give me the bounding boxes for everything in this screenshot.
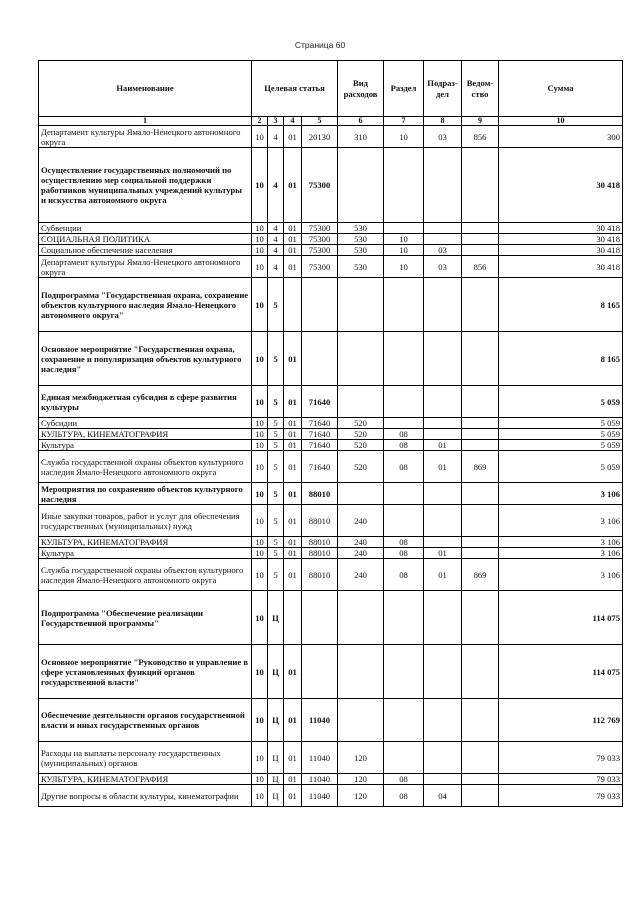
expense-type: 240: [338, 548, 384, 559]
target-event: 01: [284, 645, 302, 699]
table-row: [39, 440, 623, 451]
target-subprogram: Ц: [268, 742, 284, 774]
department: 869: [462, 559, 499, 591]
row-name: Иные закупки товаров, работ и услуг для обеспечения государственных (муниципальных) нужд: [39, 505, 252, 537]
amount: 30 418: [499, 223, 623, 234]
column-number: 8: [424, 117, 462, 126]
target-code: 71640: [302, 440, 338, 451]
row-name: Служба государственной охраны объектов культурного наследия Ямало-Ненецкого автономного округа: [39, 559, 252, 591]
row-name: Социальное обеспечение населения: [39, 245, 252, 256]
expense-type: [338, 386, 384, 418]
amount: 5 059: [499, 440, 623, 451]
subsection: [424, 386, 462, 418]
target-code: 75300: [302, 148, 338, 223]
target-program: 10: [252, 559, 268, 591]
target-subprogram: 5: [268, 483, 284, 505]
target-subprogram: 4: [268, 234, 284, 245]
target-event: 01: [284, 332, 302, 386]
header-subsection: Подраз-дел: [424, 61, 462, 117]
row-name: КУЛЬТУРА, КИНЕМАТОГРАФИЯ: [39, 537, 252, 548]
target-subprogram: 5: [268, 278, 284, 332]
target-event: 01: [284, 537, 302, 548]
table-row: [39, 537, 623, 548]
expense-type: [338, 645, 384, 699]
expense-type: 530: [338, 234, 384, 245]
target-code: 20130: [302, 126, 338, 148]
target-code: 71640: [302, 451, 338, 483]
target-code: 71640: [302, 418, 338, 429]
row-name: КУЛЬТУРА, КИНЕМАТОГРАФИЯ: [39, 774, 252, 785]
department: [462, 234, 499, 245]
target-program: 10: [252, 245, 268, 256]
target-event: 01: [284, 774, 302, 785]
expense-type: [338, 483, 384, 505]
expense-type: 520: [338, 440, 384, 451]
table-row: [39, 451, 623, 483]
amount: 8 165: [499, 332, 623, 386]
expense-type: 120: [338, 774, 384, 785]
column-number: 2: [252, 117, 268, 126]
subsection: [424, 537, 462, 548]
target-code: [302, 645, 338, 699]
subsection: [424, 429, 462, 440]
column-number: 10: [499, 117, 623, 126]
target-program: 10: [252, 278, 268, 332]
section: [384, 223, 424, 234]
amount: 30 418: [499, 234, 623, 245]
amount: 79 033: [499, 785, 623, 807]
column-number: 3: [268, 117, 284, 126]
expense-type: 530: [338, 245, 384, 256]
target-code: [302, 591, 338, 645]
section: 08: [384, 774, 424, 785]
expense-type: [338, 148, 384, 223]
target-event: [284, 591, 302, 645]
expense-type: 120: [338, 785, 384, 807]
department: [462, 548, 499, 559]
row-name: СОЦИАЛЬНАЯ ПОЛИТИКА: [39, 234, 252, 245]
target-program: 10: [252, 774, 268, 785]
table-row: [39, 256, 623, 278]
subsection: 03: [424, 256, 462, 278]
subsection: [424, 591, 462, 645]
section: [384, 699, 424, 742]
row-name: Департамент культуры Ямало-Ненецкого автономного округа: [39, 126, 252, 148]
row-name: Основное мероприятие "Государственная охрана, сохранение и популяризация объектов культурного наследия": [39, 332, 252, 386]
subsection: 01: [424, 559, 462, 591]
column-number: 6: [338, 117, 384, 126]
target-subprogram: Ц: [268, 645, 284, 699]
column-number-row: [39, 117, 623, 126]
table-row: [39, 418, 623, 429]
amount: 5 059: [499, 386, 623, 418]
section: [384, 742, 424, 774]
target-event: 01: [284, 483, 302, 505]
target-program: 10: [252, 591, 268, 645]
table-row: [39, 591, 623, 645]
target-program: 10: [252, 429, 268, 440]
header-row: [39, 61, 623, 117]
target-program: 10: [252, 699, 268, 742]
subsection: [424, 332, 462, 386]
amount: 3 106: [499, 559, 623, 591]
section: [384, 505, 424, 537]
section: 10: [384, 256, 424, 278]
expense-type: 240: [338, 505, 384, 537]
target-program: 10: [252, 742, 268, 774]
section: 10: [384, 234, 424, 245]
amount: 30 418: [499, 256, 623, 278]
target-event: 01: [284, 386, 302, 418]
table-body: [39, 126, 623, 807]
table-row: [39, 234, 623, 245]
target-program: 10: [252, 440, 268, 451]
target-program: 10: [252, 418, 268, 429]
header-amount: Сумма: [499, 61, 623, 117]
target-subprogram: 4: [268, 256, 284, 278]
target-code: 75300: [302, 223, 338, 234]
row-name: Департамент культуры Ямало-Ненецкого автономного округа: [39, 256, 252, 278]
expense-type: [338, 332, 384, 386]
target-code: 88010: [302, 505, 338, 537]
column-number: 7: [384, 117, 424, 126]
target-program: 10: [252, 223, 268, 234]
department: 856: [462, 256, 499, 278]
amount: 3 106: [499, 505, 623, 537]
table-row: [39, 742, 623, 774]
expense-type: 520: [338, 429, 384, 440]
amount: 3 106: [499, 537, 623, 548]
target-event: 01: [284, 234, 302, 245]
target-program: 10: [252, 785, 268, 807]
row-name: Мероприятия по сохранению объектов культурного наследия: [39, 483, 252, 505]
section: [384, 332, 424, 386]
target-code: 71640: [302, 429, 338, 440]
target-code: 75300: [302, 256, 338, 278]
target-subprogram: 4: [268, 223, 284, 234]
expense-type: 520: [338, 418, 384, 429]
target-subprogram: Ц: [268, 774, 284, 785]
target-code: 88010: [302, 483, 338, 505]
expense-type: [338, 699, 384, 742]
amount: 5 059: [499, 451, 623, 483]
table-row: [39, 645, 623, 699]
target-subprogram: 4: [268, 148, 284, 223]
target-event: 01: [284, 148, 302, 223]
row-name: Расходы на выплаты персоналу государственных (муниципальных) органов: [39, 742, 252, 774]
target-program: 10: [252, 505, 268, 537]
row-name: Единая межбюджетная субсидия в сфере развития культуры: [39, 386, 252, 418]
target-subprogram: 5: [268, 537, 284, 548]
amount: 5 059: [499, 418, 623, 429]
amount: 114 075: [499, 645, 623, 699]
target-event: [284, 278, 302, 332]
section: 08: [384, 451, 424, 483]
target-event: 01: [284, 699, 302, 742]
table-row: [39, 548, 623, 559]
target-subprogram: 5: [268, 429, 284, 440]
section: [384, 418, 424, 429]
expense-type: 120: [338, 742, 384, 774]
target-code: 88010: [302, 548, 338, 559]
row-name: Субсидии: [39, 418, 252, 429]
department: [462, 278, 499, 332]
target-program: 10: [252, 126, 268, 148]
department: [462, 591, 499, 645]
target-event: 01: [284, 559, 302, 591]
department: 869: [462, 451, 499, 483]
target-code: 88010: [302, 559, 338, 591]
target-event: 01: [284, 505, 302, 537]
table-row: [39, 785, 623, 807]
section: 10: [384, 126, 424, 148]
target-code: 11040: [302, 785, 338, 807]
section: 08: [384, 785, 424, 807]
target-subprogram: Ц: [268, 785, 284, 807]
target-subprogram: 5: [268, 548, 284, 559]
department: [462, 440, 499, 451]
department: [462, 332, 499, 386]
target-event: 01: [284, 245, 302, 256]
department: [462, 699, 499, 742]
subsection: [424, 278, 462, 332]
target-event: 01: [284, 440, 302, 451]
target-subprogram: 5: [268, 505, 284, 537]
subsection: 01: [424, 451, 462, 483]
target-subprogram: Ц: [268, 699, 284, 742]
section: 08: [384, 559, 424, 591]
target-program: 10: [252, 537, 268, 548]
target-program: 10: [252, 451, 268, 483]
row-name: Культура: [39, 548, 252, 559]
target-event: 01: [284, 429, 302, 440]
expense-type: 240: [338, 537, 384, 548]
row-name: Подпрограмма "Государственная охрана, сохранение объектов культурного наследия Ямало-Ненецкого автономного округа": [39, 278, 252, 332]
target-program: 10: [252, 386, 268, 418]
target-event: 01: [284, 742, 302, 774]
row-name: КУЛЬТУРА, КИНЕМАТОГРАФИЯ: [39, 429, 252, 440]
target-subprogram: 4: [268, 245, 284, 256]
section: [384, 483, 424, 505]
amount: 112 769: [499, 699, 623, 742]
department: [462, 645, 499, 699]
department: 856: [462, 126, 499, 148]
target-subprogram: 5: [268, 440, 284, 451]
section: 08: [384, 440, 424, 451]
subsection: 01: [424, 440, 462, 451]
header-expense-type: Вид расходов: [338, 61, 384, 117]
amount: 8 165: [499, 278, 623, 332]
table-row: [39, 278, 623, 332]
department: [462, 742, 499, 774]
department: [462, 483, 499, 505]
row-name: Основное мероприятие "Руководство и управление в сфере установленных функций органов государственной власти": [39, 645, 252, 699]
section: [384, 386, 424, 418]
subsection: [424, 148, 462, 223]
header-department: Ведом-ство: [462, 61, 499, 117]
target-program: 10: [252, 645, 268, 699]
target-code: 75300: [302, 245, 338, 256]
target-event: 01: [284, 548, 302, 559]
column-number: 5: [302, 117, 338, 126]
table-row: [39, 699, 623, 742]
target-program: 10: [252, 483, 268, 505]
expense-type: 530: [338, 223, 384, 234]
table-row: [39, 148, 623, 223]
amount: 300: [499, 126, 623, 148]
section: 10: [384, 245, 424, 256]
expense-type: [338, 591, 384, 645]
target-code: 11040: [302, 699, 338, 742]
target-event: 01: [284, 223, 302, 234]
row-name: Подпрограмма "Обеспечение реализации Государственной программы": [39, 591, 252, 645]
row-name: Осуществление государственных полномочий по осуществлению мер социальной поддержки работников муниципальных учреждений культуры и искусства автономного округа: [39, 148, 252, 223]
target-program: 10: [252, 148, 268, 223]
section: 08: [384, 548, 424, 559]
target-event: 01: [284, 785, 302, 807]
section: 08: [384, 429, 424, 440]
section: [384, 278, 424, 332]
target-subprogram: 5: [268, 559, 284, 591]
amount: 79 033: [499, 742, 623, 774]
header-name: Наименование: [39, 61, 252, 117]
amount: 30 418: [499, 245, 623, 256]
budget-table: [38, 60, 623, 807]
subsection: [424, 699, 462, 742]
page-number: Страница 60: [294, 40, 346, 50]
header-target: Целевая статья: [252, 61, 338, 117]
department: [462, 429, 499, 440]
target-code: [302, 332, 338, 386]
target-subprogram: 5: [268, 418, 284, 429]
column-number: 9: [462, 117, 499, 126]
subsection: 04: [424, 785, 462, 807]
table-row: [39, 332, 623, 386]
amount: 3 106: [499, 548, 623, 559]
table-row: [39, 245, 623, 256]
row-name: Обеспечение деятельности органов государственной власти и иных государственных органов: [39, 699, 252, 742]
department: [462, 785, 499, 807]
amount: 5 059: [499, 429, 623, 440]
target-event: 01: [284, 418, 302, 429]
amount: 3 106: [499, 483, 623, 505]
subsection: [424, 742, 462, 774]
department: [462, 245, 499, 256]
row-name: Культура: [39, 440, 252, 451]
target-subprogram: 4: [268, 126, 284, 148]
department: [462, 418, 499, 429]
target-subprogram: 5: [268, 451, 284, 483]
subsection: [424, 505, 462, 537]
row-name: Другие вопросы в области культуры, кинематографии: [39, 785, 252, 807]
section: [384, 591, 424, 645]
target-program: 10: [252, 256, 268, 278]
target-code: 11040: [302, 742, 338, 774]
expense-type: [338, 278, 384, 332]
expense-type: 310: [338, 126, 384, 148]
expense-type: 530: [338, 256, 384, 278]
subsection: 03: [424, 126, 462, 148]
amount: 79 033: [499, 774, 623, 785]
row-name: Служба государственной охраны объектов культурного наследия Ямало-Ненецкого автономного округа: [39, 451, 252, 483]
column-number: 1: [39, 117, 252, 126]
subsection: [424, 483, 462, 505]
expense-type: 520: [338, 451, 384, 483]
target-code: [302, 278, 338, 332]
row-name: Субвенции: [39, 223, 252, 234]
section: 08: [384, 537, 424, 548]
target-code: 71640: [302, 386, 338, 418]
subsection: [424, 774, 462, 785]
target-code: 88010: [302, 537, 338, 548]
subsection: [424, 645, 462, 699]
table-row: [39, 126, 623, 148]
subsection: [424, 234, 462, 245]
target-program: 10: [252, 234, 268, 245]
subsection: [424, 418, 462, 429]
header-section: Раздел: [384, 61, 424, 117]
target-subprogram: 5: [268, 332, 284, 386]
target-event: 01: [284, 451, 302, 483]
amount: 30 418: [499, 148, 623, 223]
amount: 114 075: [499, 591, 623, 645]
department: [462, 148, 499, 223]
target-subprogram: 5: [268, 386, 284, 418]
department: [462, 537, 499, 548]
table-row: [39, 483, 623, 505]
target-event: 01: [284, 126, 302, 148]
column-number: 4: [284, 117, 302, 126]
department: [462, 774, 499, 785]
subsection: [424, 223, 462, 234]
subsection: 03: [424, 245, 462, 256]
department: [462, 505, 499, 537]
target-event: 01: [284, 256, 302, 278]
department: [462, 386, 499, 418]
table-row: [39, 386, 623, 418]
target-subprogram: Ц: [268, 591, 284, 645]
table-row: [39, 559, 623, 591]
expense-type: 240: [338, 559, 384, 591]
section: [384, 148, 424, 223]
target-code: 75300: [302, 234, 338, 245]
table-row: [39, 429, 623, 440]
subsection: 01: [424, 548, 462, 559]
table-row: [39, 505, 623, 537]
section: [384, 645, 424, 699]
target-program: 10: [252, 548, 268, 559]
table-row: [39, 223, 623, 234]
department: [462, 223, 499, 234]
target-code: 11040: [302, 774, 338, 785]
table-row: [39, 774, 623, 785]
target-program: 10: [252, 332, 268, 386]
